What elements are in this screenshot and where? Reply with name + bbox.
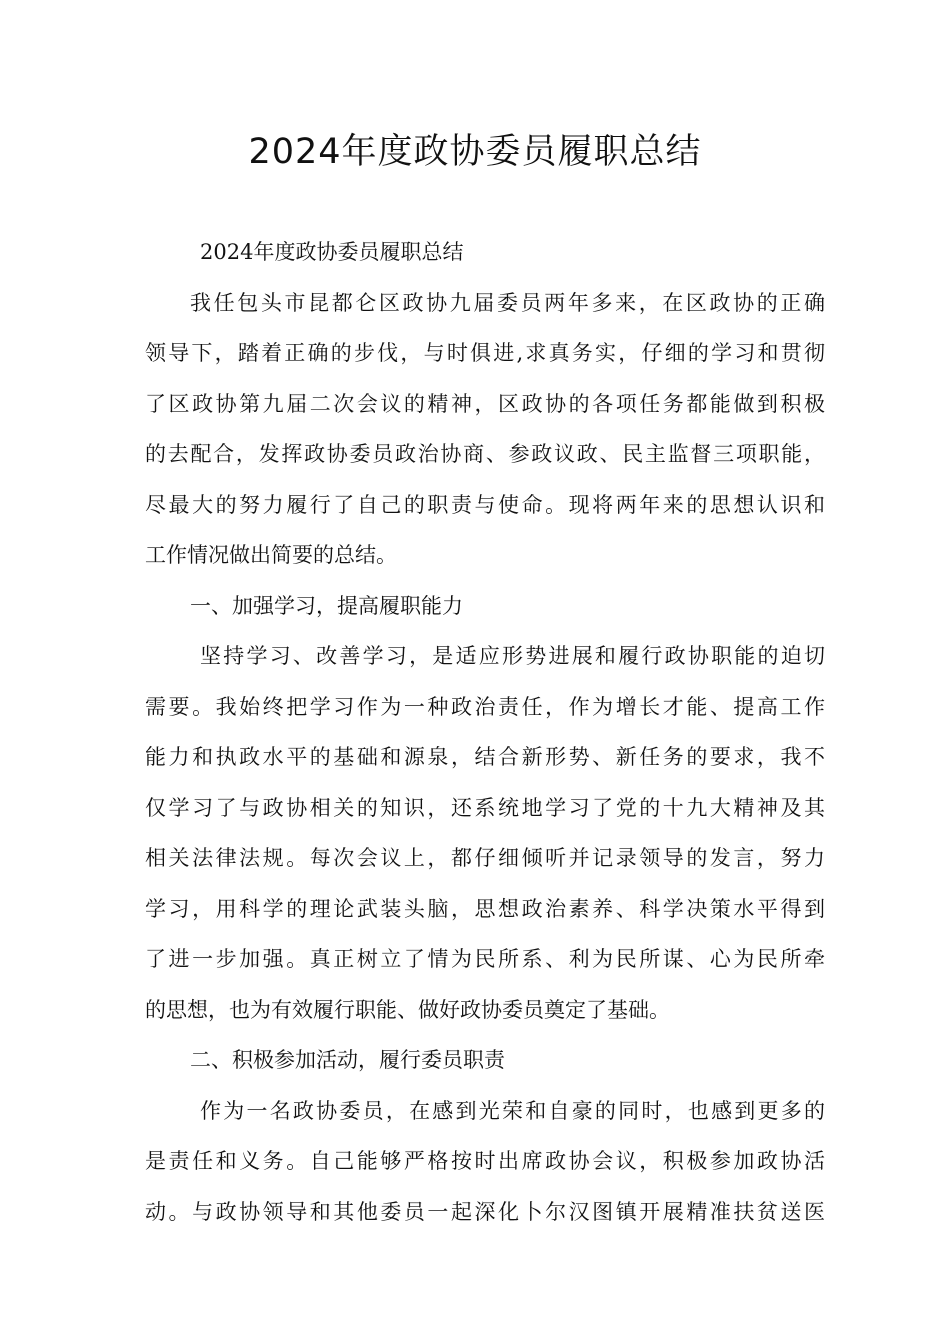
- paragraph-line: 坚持学习、改善学习，是适应形势进展和履行政协职能的迫切: [200, 644, 825, 668]
- document-body: [145, 227, 825, 1237]
- paragraph-line: 是责任和义务。自己能够严格按时出席政协会议，积极参加政协活: [145, 1149, 825, 1173]
- paragraph-line: 尽最大的努力履行了自己的职责与使命。现将两年来的思想认识和: [145, 492, 825, 517]
- paragraph-line: 相关法律法规。每次会议上，都仔细倾听并记录领导的发言，努力: [145, 846, 825, 870]
- paragraph-line: 的思想，也为有效履行职能、做好政协委员奠定了基础。: [145, 997, 670, 1022]
- document-title: 2024年度政协委员履职总结: [248, 132, 702, 172]
- paragraph-line: 的去配合，发挥政协委员政治协商、参政议政、民主监督三项职能，: [145, 442, 825, 466]
- section-heading: 一、加强学习，提高履职能力: [190, 593, 463, 618]
- paragraph-line: 领导下，踏着正确的步伐，与时俱进,求真务实，仔细的学习和贯彻: [145, 341, 825, 365]
- paragraph-line: 能力和执政水平的基础和源泉，结合新形势、新任务的要求，我不: [145, 745, 825, 769]
- paragraph-line: 仅学习了与政协相关的知识，还系统地学习了党的十九大精神及其: [145, 795, 825, 820]
- section-heading: 二、积极参加活动，履行委员职责: [190, 1048, 505, 1072]
- paragraph-line: 工作情况做出简要的总结。: [145, 543, 397, 567]
- paragraph-line: 学习，用科学的理论武装头脑，思想政治素养、科学决策水平得到: [145, 896, 825, 921]
- paragraph-line: 需要。我始终把学习作为一种政治责任，作为增长才能、提高工作: [145, 694, 825, 719]
- paragraph-line: 了区政协第九届二次会议的精神，区政协的各项任务都能做到积极: [145, 391, 825, 416]
- paragraph-line: 作为一名政协委员，在感到光荣和自豪的同时，也感到更多的: [200, 1098, 825, 1123]
- paragraph-line: 了进一步加强。真正树立了情为民所系、利为民所谋、心为民所牵: [145, 947, 825, 971]
- subtitle-line: 2024年度政协委员履职总结: [200, 240, 464, 264]
- paragraph-line: 动。与政协领导和其他委员一起深化卜尔汉图镇开展精准扶贫送医: [145, 1199, 825, 1224]
- paragraph-line: 我任包头市昆都仑区政协九届委员两年多来，在区政协的正确: [190, 290, 825, 315]
